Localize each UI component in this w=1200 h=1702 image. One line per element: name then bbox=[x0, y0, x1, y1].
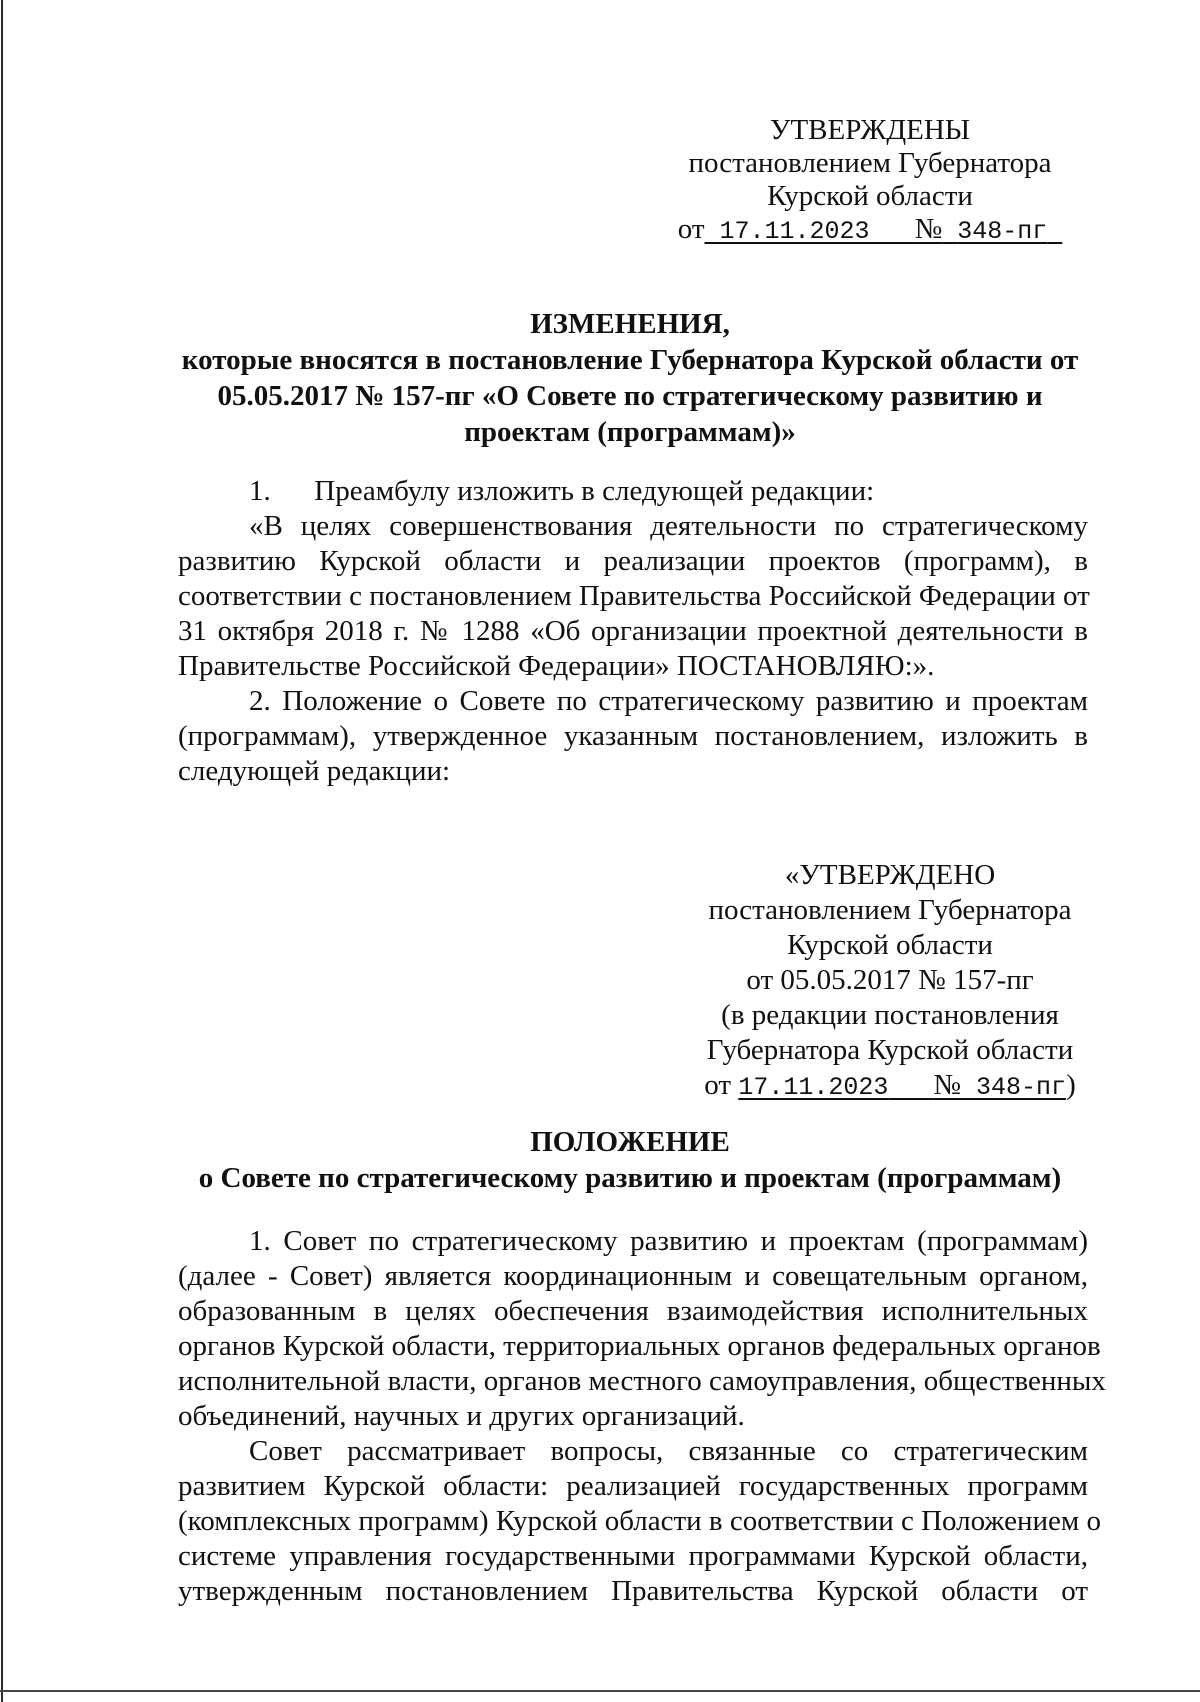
approved-number: 348-пг bbox=[976, 1073, 1067, 1102]
item1-lead: 1. Преамбулу изложить в следующей редакции: bbox=[249, 475, 875, 507]
section2-line: (комплексных программ) Курской области в соответствии с Положением о bbox=[178, 1505, 1101, 1537]
item2-paragraph bbox=[178, 684, 1088, 789]
approval-header bbox=[650, 113, 1090, 249]
section1-line: органов Курской области, территориальных органов федеральных органов bbox=[178, 1330, 1101, 1362]
approved-revision-date-line bbox=[690, 1068, 1090, 1105]
item1-line: 31 октября 2018 г. № 1288 «Об организации проектной деятельности в bbox=[178, 615, 1088, 647]
approved-date: 17.11.2023 bbox=[738, 1073, 889, 1102]
section2-line: утвержденным постановлением Правительства Курской области от bbox=[178, 1575, 1088, 1607]
regulation-title bbox=[150, 1124, 1110, 1196]
approval-region: Курской области bbox=[767, 180, 973, 212]
section2-line: системе управления государственными программами Курской области, bbox=[178, 1540, 1088, 1572]
approved-close-paren: ) bbox=[1066, 1069, 1076, 1101]
approval-number: 348-пг bbox=[957, 217, 1048, 246]
approved-authority: постановлением Губернатора bbox=[708, 894, 1072, 926]
section1-line: 1. Совет по стратегическому развитию и проектам (программам) bbox=[249, 1225, 1088, 1257]
approval-date: 17.11.2023 bbox=[719, 217, 870, 246]
approved-revision-authority: Губернатора Курской области bbox=[706, 1034, 1074, 1066]
approved-status: «УТВЕРЖДЕНО bbox=[784, 859, 996, 891]
regulation-subtitle: о Совете по стратегическому развитию и проектам (программам) bbox=[198, 1162, 1062, 1194]
section1-paragraph bbox=[178, 1224, 1106, 1434]
scan-bottom-edge bbox=[0, 1690, 1200, 1692]
item2-line: следующей редакции: bbox=[178, 755, 451, 787]
section1-line: исполнительной власти, органов местного самоуправления, общественных bbox=[178, 1365, 1106, 1397]
approval-date-prefix: от bbox=[677, 213, 705, 245]
changes-heading: ИЗМЕНЕНИЯ, bbox=[530, 308, 730, 340]
item1-line: Правительстве Российской Федерации» ПОСТАНОВЛЯЮ:». bbox=[178, 650, 935, 682]
item2-line: (программам), утвержденное указанным постановлением, изложить в bbox=[178, 720, 1088, 752]
approved-number-prefix: № bbox=[933, 1069, 962, 1101]
approved-original-date: от 05.05.2017 № 157-пг bbox=[746, 964, 1034, 996]
approval-status: УТВЕРЖДЕНЫ bbox=[769, 114, 971, 146]
approved-region: Курской области bbox=[787, 929, 993, 961]
regulation-heading: ПОЛОЖЕНИЕ bbox=[530, 1126, 730, 1158]
changes-title bbox=[150, 306, 1110, 450]
changes-title-line: которые вносятся в постановление Губернатора Курской области от bbox=[181, 344, 1079, 376]
changes-title-line: проектам (программам)» bbox=[464, 416, 796, 448]
section1-line: объединений, научных и других организаций. bbox=[178, 1400, 745, 1432]
item1-line: соответствии с постановлением Правительства Российской Федерации от bbox=[178, 580, 1090, 612]
section1-line: образованным в целях обеспечения взаимодействия исполнительных bbox=[178, 1295, 1088, 1327]
item1-line: развитию Курской области и реализации проектов (программ), в bbox=[178, 545, 1088, 577]
scan-left-edge bbox=[1, 0, 3, 1702]
approved-block bbox=[690, 858, 1090, 1105]
approved-revision-note: (в редакции постановления bbox=[721, 999, 1059, 1031]
approved-date-prefix: от bbox=[704, 1069, 732, 1101]
section2-paragraph bbox=[178, 1434, 1101, 1609]
item2-line: 2. Положение о Совете по стратегическому развитию и проектам bbox=[249, 685, 1088, 717]
approval-number-prefix: № bbox=[914, 213, 943, 245]
section2-line: развитием Курской области: реализацией государственных программ bbox=[178, 1470, 1088, 1502]
section2-line: Совет рассматривает вопросы, связанные со стратегическим bbox=[249, 1435, 1088, 1467]
item1-paragraph bbox=[178, 474, 1088, 684]
approval-authority: постановлением Губернатора bbox=[688, 147, 1052, 179]
section1-line: (далее - Совет) является координационным и совещательным органом, bbox=[178, 1260, 1088, 1292]
approval-date-line bbox=[650, 212, 1090, 249]
item1-line: «В целях совершенствования деятельности по стратегическому bbox=[249, 510, 1088, 542]
changes-title-line: 05.05.2017 № 157-пг «О Совете по стратегическому развитию и bbox=[217, 380, 1043, 412]
